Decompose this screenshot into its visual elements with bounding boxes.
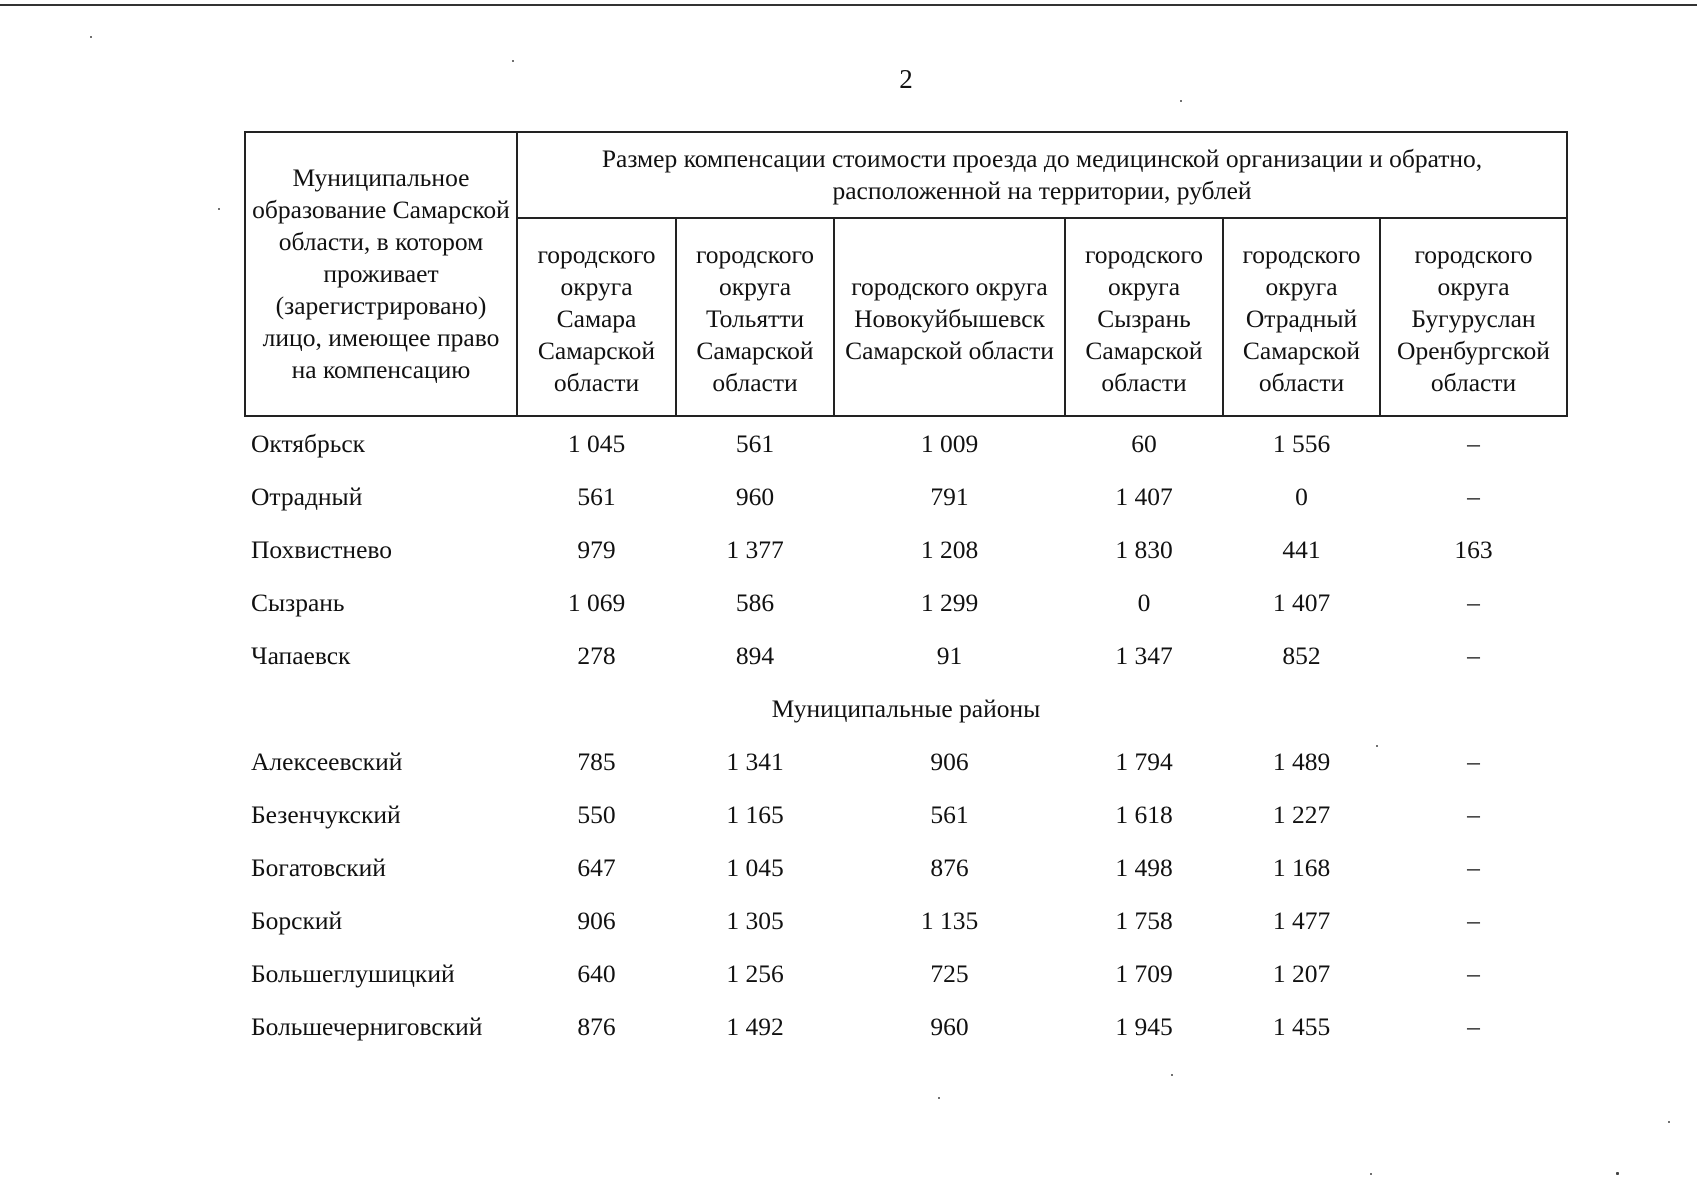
column-header-otradny: городского округа Отрадный Самарской области [1223, 218, 1380, 416]
column-header-samara: городского округа Самара Самарской области [517, 218, 676, 416]
scan-speck [512, 60, 514, 62]
value-cell: 876 [930, 852, 969, 882]
table-row [245, 629, 1567, 682]
value-cell: 647 [577, 852, 616, 882]
value-cell: 278 [577, 640, 616, 670]
compensation-table [244, 131, 1568, 1053]
column-header-buguruslan: городского округа Бугуруслан Оренбургской области [1380, 218, 1567, 416]
value-cell: 876 [577, 1011, 616, 1041]
scan-speck [218, 208, 220, 210]
value-cell: 1 945 [1115, 1011, 1173, 1041]
value-cell: 1 455 [1272, 1011, 1331, 1041]
value-cell: 960 [735, 481, 775, 511]
table-row [245, 523, 1567, 576]
value-cell: 1 477 [1272, 905, 1331, 935]
value-cell: 91 [936, 640, 963, 670]
column-header-syzran: городского округа Сызрань Самарской области [1065, 218, 1223, 416]
table-row [245, 416, 1567, 470]
value-cell: 1 709 [1115, 958, 1173, 988]
table-body [245, 416, 1567, 1053]
value-cell: 1 069 [567, 587, 626, 617]
value-cell: 1 377 [726, 534, 784, 564]
row-name-cell: Алексеевский [251, 746, 403, 776]
value-cell: – [1467, 799, 1480, 829]
value-cell: 1 208 [920, 534, 979, 564]
table-row [245, 470, 1567, 523]
value-cell: – [1467, 587, 1480, 617]
value-cell: 163 [1454, 534, 1493, 564]
scan-speck [1370, 1173, 1372, 1175]
table-row [245, 947, 1567, 1000]
column-header-tolyatti: городского округа Тольятти Самарской области [676, 218, 834, 416]
value-cell: 1 830 [1115, 534, 1173, 564]
value-cell: 1 135 [920, 905, 979, 935]
scan-speck [1616, 1172, 1619, 1175]
row-name-cell: Большечерниговский [251, 1011, 483, 1041]
value-cell: 1 758 [1115, 905, 1173, 935]
value-cell: 561 [735, 428, 775, 458]
value-cell: 1 407 [1115, 481, 1173, 511]
table-header [245, 132, 1567, 416]
value-cell: – [1467, 958, 1480, 988]
value-cell: 1 489 [1272, 746, 1331, 776]
value-cell: 1 168 [1272, 852, 1331, 882]
value-cell: – [1467, 746, 1480, 776]
value-cell: 550 [577, 799, 616, 829]
table-row [245, 894, 1567, 947]
value-cell: – [1467, 905, 1480, 935]
row-name-cell: Борский [251, 905, 343, 935]
section-title: Муниципальные районы [771, 693, 1041, 723]
row-name-cell: Безенчукский [251, 799, 401, 829]
row-name-cell: Чапаевск [251, 640, 351, 670]
value-cell: 640 [577, 958, 616, 988]
value-cell: 1 498 [1115, 852, 1173, 882]
value-cell: 441 [1282, 534, 1321, 564]
value-cell: 894 [735, 640, 775, 670]
value-cell: 1 165 [726, 799, 784, 829]
value-cell: – [1467, 428, 1480, 458]
value-cell: 1 305 [726, 905, 784, 935]
scan-speck [1171, 1074, 1173, 1076]
row-name-cell: Сызрань [251, 587, 345, 617]
value-cell: 785 [577, 746, 616, 776]
value-cell: 1 227 [1272, 799, 1331, 829]
row-name-cell: Отрадный [251, 481, 363, 511]
value-cell: – [1467, 852, 1480, 882]
scan-speck [1668, 1121, 1670, 1123]
value-cell: 979 [577, 534, 616, 564]
scan-speck [1180, 100, 1182, 102]
value-cell: 725 [930, 958, 969, 988]
value-cell: 852 [1282, 640, 1321, 670]
value-cell: 1 045 [567, 428, 626, 458]
value-cell: 60 [1131, 428, 1157, 458]
value-cell: 1 045 [726, 852, 784, 882]
value-cell: 1 207 [1272, 958, 1331, 988]
value-cell: 1 009 [920, 428, 979, 458]
value-cell: 1 492 [726, 1011, 784, 1041]
value-cell: – [1467, 640, 1480, 670]
column-header-novokuybyshevsk: городского округа Новокуйбышевск Самарской области [834, 218, 1065, 416]
row-name-cell: Большеглушицкий [251, 958, 455, 988]
table-row [245, 1000, 1567, 1053]
value-cell: – [1467, 1011, 1480, 1041]
section-row [245, 682, 1567, 735]
value-cell: 561 [577, 481, 616, 511]
row-header-cell: Муниципальное образование Самарской области, в котором проживает (зарегистрировано) лицо, имеющее право на компенсацию [245, 132, 517, 416]
value-cell: 1 794 [1115, 746, 1173, 776]
value-cell: 791 [930, 481, 969, 511]
row-name-cell: Октябрьск [251, 428, 366, 458]
group-header-cell: Размер компенсации стоимости проезда до медицинской организации и обратно, расположенной на территории, рублей [517, 132, 1567, 218]
scan-speck [90, 36, 92, 38]
table-row [245, 735, 1567, 788]
page-top-border [0, 4, 1697, 6]
value-cell: 1 556 [1272, 428, 1331, 458]
value-cell: 1 341 [726, 746, 784, 776]
page-number [0, 64, 1697, 95]
table-row [245, 576, 1567, 629]
value-cell: 561 [930, 799, 969, 829]
value-cell: 1 407 [1272, 587, 1331, 617]
value-cell: 1 256 [726, 958, 784, 988]
value-cell: 586 [735, 587, 775, 617]
page-number-text: 2 [899, 64, 913, 94]
value-cell: 0 [1295, 481, 1308, 511]
value-cell: 1 618 [1115, 799, 1173, 829]
scan-speck [1376, 745, 1378, 747]
value-cell: 960 [930, 1011, 969, 1041]
value-cell: – [1467, 481, 1480, 511]
row-name-cell: Похвистнево [251, 534, 393, 564]
row-name-cell: Богатовский [251, 852, 386, 882]
value-cell: 1 347 [1115, 640, 1173, 670]
value-cell: 906 [930, 746, 969, 776]
table-row [245, 788, 1567, 841]
table-row [245, 841, 1567, 894]
value-cell: 906 [577, 905, 616, 935]
value-cell: 0 [1137, 587, 1151, 617]
value-cell: 1 299 [920, 587, 979, 617]
scan-speck [938, 1097, 940, 1099]
